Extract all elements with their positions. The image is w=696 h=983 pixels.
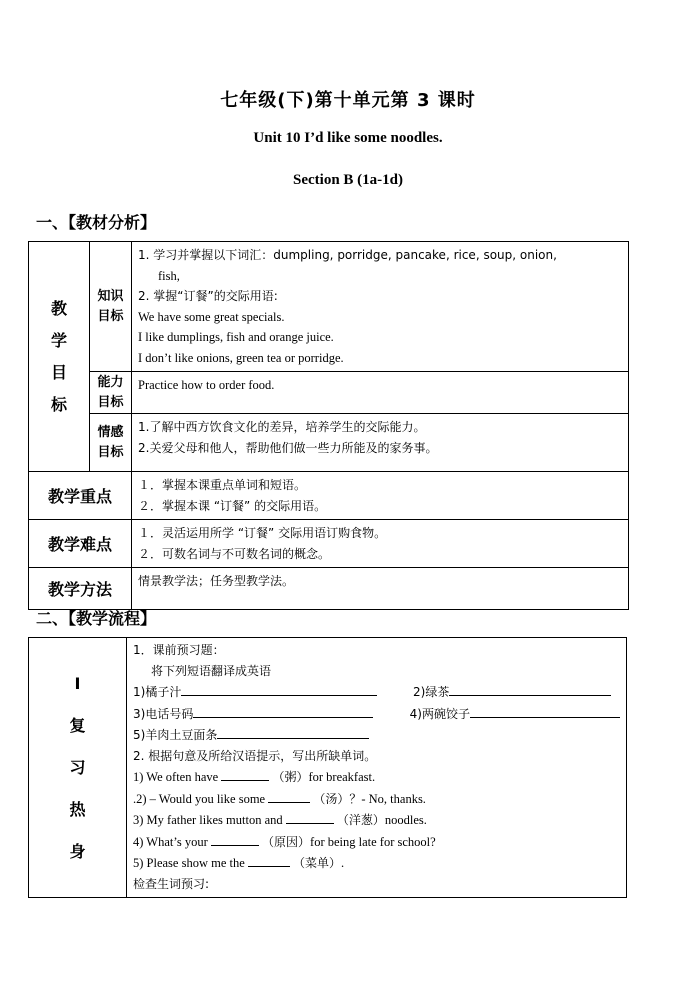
fill-item-3: 3) My father likes mutton and （洋葱）noodles. bbox=[133, 809, 620, 831]
key-points-label: 教学重点 bbox=[29, 472, 132, 520]
answer-blank[interactable] bbox=[217, 724, 369, 739]
warmup-content: 1．课前预习题： 将下列短语翻译成英语 1)橘子汁 2)绿茶 3)电话号码 4)两碗饺子 5)羊肉土豆面条 2. 根据句意及所给汉语提示，写出所缺单词。 1) We often have （粥）for breakfast. .2) – Would you like some （汤）？- No, thanks. 3) My father likes mutton and （洋葱）noodles. 4) What’s your （原因）for being late for school? 5) Please show me the （菜单）. 检查生词预习: bbox=[127, 638, 627, 898]
ability-content: Practice how to order food. bbox=[132, 372, 629, 414]
section-title: Section B (1a-1d) bbox=[293, 172, 403, 188]
answer-blank[interactable] bbox=[211, 831, 259, 846]
difficulties-content: １．灵活运用所学 “订餐” 交际用语订购食物。 ２．可数名词与不可数名词的概念。 bbox=[132, 520, 629, 568]
methods-content: 情景教学法；任务型教学法。 bbox=[132, 568, 629, 610]
answer-blank[interactable] bbox=[470, 703, 620, 718]
knowledge-content: 1. 学习并掌握以下词汇：dumpling, porridge, pancake, rice, soup, onion, fish, 2. 掌握“订餐”的交际用语: We have some great specials. I like dumplings, fish and orange juice. I don’t like onions, green tea or porridge. bbox=[132, 242, 629, 372]
knowledge-label: 知识 目标 bbox=[90, 242, 132, 372]
key-points-content: １．掌握本课重点单词和短语。 ２．掌握本课 “订餐” 的交际用语。 bbox=[132, 472, 629, 520]
answer-blank[interactable] bbox=[193, 703, 373, 718]
translate-row-1: 1)橘子汁 2)绿茶 bbox=[133, 681, 620, 703]
fill-item-2: .2) – Would you like some （汤）？- No, thanks. bbox=[133, 788, 620, 810]
answer-blank[interactable] bbox=[221, 766, 269, 781]
objectives-label: 教 学 目 标 bbox=[29, 242, 90, 472]
unit-title: Unit 10 I’d like some noodles. bbox=[253, 130, 443, 146]
answer-blank[interactable] bbox=[268, 788, 310, 803]
answer-blank[interactable] bbox=[248, 852, 290, 867]
translate-row-3: 5)羊肉土豆面条 bbox=[133, 724, 620, 746]
fill-item-1: 1) We often have （粥）for breakfast. bbox=[133, 766, 620, 788]
warmup-stage-label: I 复 习 热 身 bbox=[29, 638, 127, 898]
process-table bbox=[28, 637, 627, 898]
difficulties-label: 教学难点 bbox=[29, 520, 132, 568]
ability-label: 能力 目标 bbox=[90, 372, 132, 414]
answer-blank[interactable] bbox=[449, 681, 611, 696]
analysis-table bbox=[28, 241, 629, 610]
lesson-title: 七年级(下)第十单元第 3 课时 bbox=[220, 90, 476, 111]
methods-label: 教学方法 bbox=[29, 568, 132, 610]
fill-item-4: 4) What’s your （原因）for being late for school? bbox=[133, 831, 620, 853]
fill-item-5: 5) Please show me the （菜单）. bbox=[133, 852, 620, 874]
translate-row-2: 3)电话号码 4)两碗饺子 bbox=[133, 703, 620, 725]
emotion-label: 情感 目标 bbox=[90, 414, 132, 472]
answer-blank[interactable] bbox=[181, 681, 377, 696]
answer-blank[interactable] bbox=[286, 809, 334, 824]
teaching-process-heading: 二、【教学流程】 bbox=[36, 609, 157, 628]
emotion-content: 1.了解中西方饮食文化的差异，培养学生的交际能力。 2.关爱父母和他人，帮助他们做一些力所能及的家务事。 bbox=[132, 414, 629, 472]
material-analysis-heading: 一、【教材分析】 bbox=[36, 213, 157, 232]
